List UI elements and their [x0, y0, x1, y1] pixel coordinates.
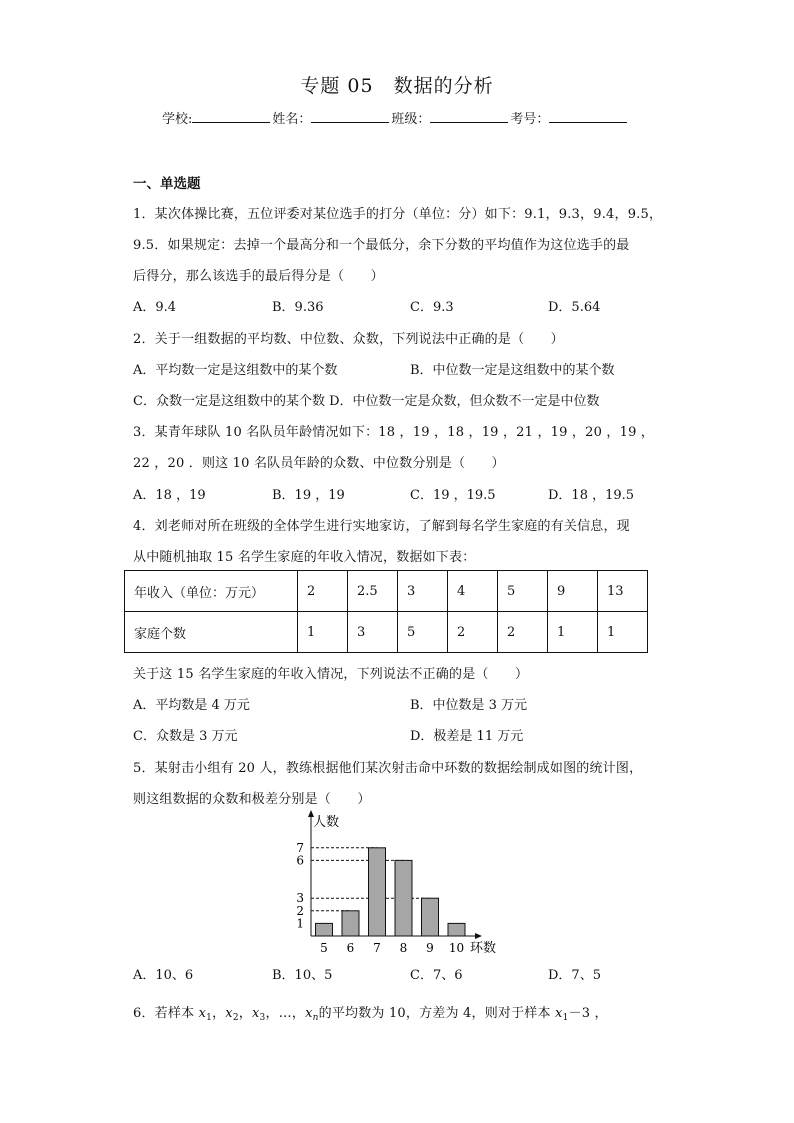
q4-option-d: D．极差是 11 万元 [410, 729, 524, 744]
x-axis-arrow [475, 933, 482, 939]
x-tick-label: 10 [448, 941, 465, 955]
q6-sub: 3 [259, 1013, 266, 1023]
table-cell: 4 [448, 571, 498, 612]
q6-sub: 1 [562, 1013, 569, 1023]
x-tick-label: 7 [373, 941, 381, 955]
y-tick-label: 6 [296, 853, 304, 868]
q3-line-2: 22 ，20 ．则这 10 名队员年龄的众数、中位数分别是（ ） [133, 456, 505, 471]
q6-mid: 的平均数为 10，方差为 4，则对于样本 [318, 1006, 556, 1021]
bar-10 [448, 923, 465, 936]
y-tick-label: 7 [296, 840, 304, 855]
table-cell: 3 [398, 571, 448, 612]
q4-option-b: B．中位数是 3 万元 [410, 698, 528, 713]
x-tick-label: 8 [399, 941, 408, 955]
x-tick-label: 5 [320, 941, 328, 955]
q1-option-a: A．9.4 [133, 300, 177, 315]
table-cell: 2 [498, 612, 548, 653]
page-title: 专题 05 数据的分析 [300, 75, 494, 97]
income-table [124, 570, 648, 653]
q6-tail: －3 ， [568, 1006, 608, 1021]
q6-sub: 2 [232, 1013, 239, 1023]
q2-option-b: B．中位数一定是这组数中的某个数 [410, 363, 615, 378]
q6-sep: ， [291, 1006, 306, 1021]
table-cell: 2.5 [348, 571, 398, 612]
q6-var: x [251, 1006, 260, 1021]
table-cell: 2 [448, 612, 498, 653]
q3-option-c: C．19 ，19.5 [410, 488, 496, 503]
q6-sub: 1 [206, 1013, 213, 1023]
q3-option-a: A．18 ，19 [133, 488, 206, 503]
x-tick-label: 9 [426, 941, 434, 955]
q5-line-2: 则这组数据的众数和极差分别是（ ） [133, 792, 371, 807]
table-cell: 1 [548, 612, 598, 653]
y-tick-label: 1 [296, 916, 304, 931]
q6-ellipsis: … [278, 1006, 292, 1021]
table-cell: 1 [298, 612, 348, 653]
x-tick-label: 6 [346, 941, 355, 955]
q4-line-1: 4．刘老师对所在班级的全体学生进行实地家访，了解到每名学生家庭的有关信息，现 [133, 519, 630, 534]
class-blank [430, 110, 508, 123]
table-cell: 2 [298, 571, 348, 612]
student-info-line [162, 108, 629, 127]
q5-option-a: A．10、6 [133, 968, 194, 983]
bar-5 [316, 923, 333, 936]
table-row [125, 612, 648, 653]
q6-sep: ， [238, 1006, 252, 1021]
q6-var: x [305, 1006, 313, 1021]
table-cell: 年收入（单位：万元） [125, 571, 298, 612]
q1-option-c: C．9.3 [410, 300, 454, 315]
x-axis-label: 环数 [470, 941, 497, 956]
q2-stem: 2．关于一组数据的平均数、中位数、众数，下列说法中正确的是（ ） [133, 332, 564, 347]
q3-option-d: D．18 ，19.5 [548, 488, 635, 503]
bar-7 [369, 848, 386, 936]
table-cell: 13 [598, 571, 648, 612]
q1-line-3: 后得分，那么该选手的最后得分是（ ） [133, 269, 384, 284]
table-row [125, 571, 648, 612]
y-tick-label: 3 [296, 891, 304, 906]
q6-sub: n [312, 1013, 319, 1023]
q6-var: x [198, 1006, 207, 1021]
q5-option-d: D．7、5 [548, 968, 601, 983]
name-label: 姓名： [272, 112, 312, 127]
q3-line-1: 3．某青年球队 10 名队员年龄情况如下：18 ，19 ，18 ，19 ，21 ，19 ，20 ，19 ， [133, 425, 655, 440]
q6-prefix: 6．若样本 [133, 1006, 199, 1021]
q4-line-2: 从中随机抽取 15 名学生家庭的年收入情况，数据如下表： [133, 550, 476, 565]
exam-no-blank [549, 110, 627, 123]
bar-9 [422, 898, 439, 936]
shooting-bar-chart [280, 806, 510, 960]
q6-var: x [225, 1006, 233, 1021]
table-cell: 9 [548, 571, 598, 612]
school-blank [192, 110, 270, 123]
q4-question: 关于这 15 名学生家庭的年收入情况，下列说法不正确的是（ ） [133, 667, 529, 682]
name-blank [311, 110, 389, 123]
q3-option-b: B．19 ，19 [272, 488, 345, 503]
q4-option-c: C．众数是 3 万元 [133, 729, 238, 744]
q2-option-cd: C．众数一定是这组数中的某个数 D．中位数一定是众数，但众数不一定是中位数 [133, 394, 600, 409]
table-cell: 3 [348, 612, 398, 653]
q1-option-b: B．9.36 [272, 300, 324, 315]
q5-option-b: B．10、5 [272, 968, 333, 983]
q6-sep: ， [212, 1006, 226, 1021]
exam-no-label: 考号： [510, 112, 550, 127]
q4-option-a: A．平均数是 4 万元 [133, 698, 250, 713]
q1-line-1: 1．某次体操比赛，五位评委对某位选手的打分（单位：分）如下：9.1，9.3，9.4，9.5， [133, 207, 663, 222]
table-cell: 5 [498, 571, 548, 612]
q1-line-2: 9.5．如果规定：去掉一个最高分和一个最低分，余下分数的平均值作为这位选手的最 [133, 238, 630, 253]
bar-8 [395, 860, 412, 936]
q5-option-c: C．7、6 [410, 968, 463, 983]
y-axis-label: 人数 [313, 815, 340, 830]
q6-sep: ， [265, 1006, 279, 1021]
class-label: 班级： [391, 112, 431, 127]
q6-var: x [555, 1006, 563, 1021]
table-cell: 1 [598, 612, 648, 653]
y-tick-label: 2 [296, 903, 304, 918]
q5-line-1: 5．某射击小组有 20 人，教练根据他们某次射击命中环数的数据绘制成如图的统计图， [133, 761, 643, 776]
table-cell: 5 [398, 612, 448, 653]
q2-option-a: A．平均数一定是这组数中的某个数 [133, 363, 338, 378]
bar-6 [342, 911, 359, 936]
q1-option-d: D．5.64 [548, 300, 601, 315]
school-label: 学校: [162, 112, 193, 127]
q6-line [133, 1002, 608, 1023]
table-cell: 家庭个数 [125, 612, 298, 653]
section-title: 一、单选题 [133, 176, 201, 192]
